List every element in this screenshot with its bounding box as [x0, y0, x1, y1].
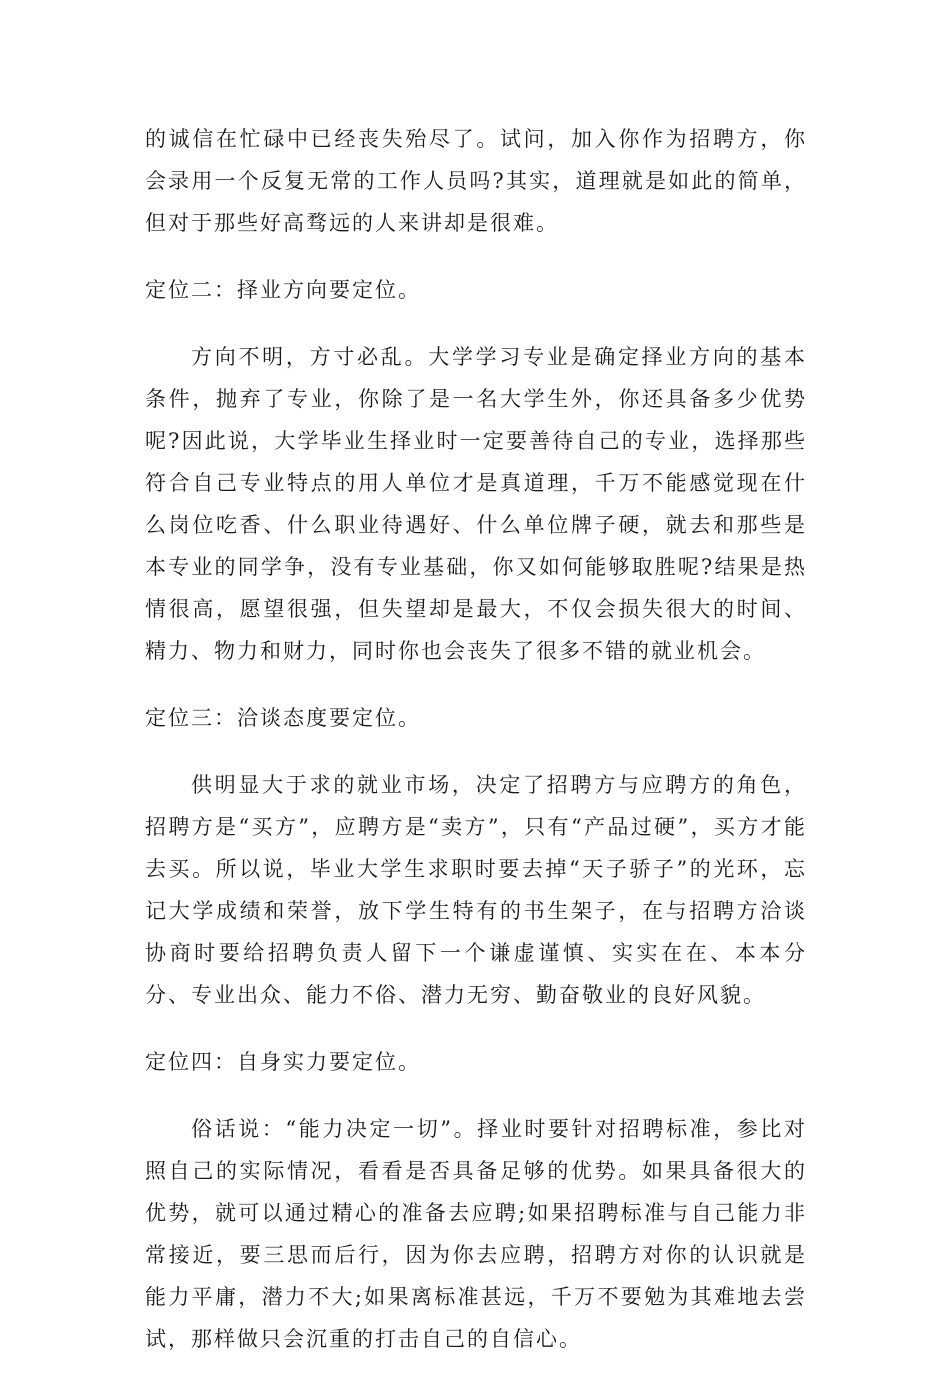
- section-heading-2: 定位二：择业方向要定位。: [145, 278, 421, 302]
- paragraph-career-direction: 方向不明，方寸必乱。大学学习专业是确定择业方向的基本条件，抛弃了专业，你除了是一名大学生外，你还具备多少优势呢?因此说，大学毕业生择业时一定要善待自己的专业，选择那些符合自己专业特点的用人单位才是真道理，千万不能感觉现在什么岗位吃香、什么职业待遇好、什么单位牌子硬，就去和那些是本专业的同学争，没有专业基础，你又如何能够取胜呢?结果是热情很高，愿望很强，但失望却是最大，不仅会损失很大的时间、精力、物力和财力，同时你也会丧失了很多不错的就业机会。: [145, 345, 807, 663]
- paragraph-negotiation-attitude: 供明显大于求的就业市场，决定了招聘方与应聘方的角色，招聘方是“买方”，应聘方是“卖方”，只有“产品过硬”，买方才能去买。所以说，毕业大学生求职时要去掉“天子骄子”的光环，忘记大学成绩和荣誉，放下学生特有的书生架子，在与招聘方洽谈协商时要给招聘负责人留下一个谦虚谨慎、实实在在、本本分分、专业出众、能力不俗、潜力无穷、勤奋敬业的良好风貌。: [145, 773, 807, 1007]
- paragraph-self-strength: 俗话说：“能力决定一切”。择业时要针对招聘标准，参比对照自己的实际情况，看看是否具备足够的优势。如果具备很大的优势，就可以通过精心的准备去应聘;如果招聘标准与自己能力非常接近，要三思而后行，因为你去应聘，招聘方对你的认识就是能力平庸，潜力不大;如果离标准甚远，千万不要勉为其难地去尝试，那样做只会沉重的打击自己的自信心。: [145, 1117, 807, 1351]
- paragraph-continuation: 的诚信在忙碌中已经丧失殆尽了。试问，加入你作为招聘方，你会录用一个反复无常的工作人员吗?其实，道理就是如此的简单，但对于那些好高骛远的人来讲却是很难。: [145, 127, 807, 235]
- document-body: [145, 118, 807, 1385]
- section-heading-4: 定位四：自身实力要定位。: [145, 1050, 421, 1074]
- section-heading-3: 定位三：洽谈态度要定位。: [145, 706, 421, 730]
